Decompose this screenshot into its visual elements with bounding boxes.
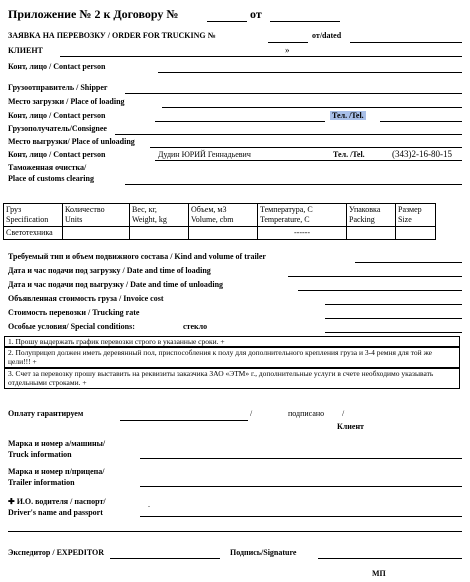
cell-volume[interactable]: [189, 227, 258, 240]
header-ru-temperature: Температура, С: [260, 205, 313, 214]
order-title: ЗАЯВКА НА ПЕРЕВОЗКУ / ORDER FOR TRUCKING №: [8, 31, 216, 40]
note-2: 2. Полуприцеп должен иметь деревянный пол, приспособления к полу для дополнительного крепления груза и 3-4 ремня для той же цели!!! +: [4, 347, 460, 368]
contact-name-value: Дудин ЮРИЙ Геннадьевич: [158, 150, 251, 159]
special-conditions-label: Особые условия/ Special conditions:: [8, 322, 135, 331]
loading-place-label: Место загрузки / Place of loading: [8, 97, 125, 106]
truck-label-ru: Марка и номер а/машины/: [8, 439, 106, 448]
header-en-cargo: Specification: [6, 215, 49, 224]
contact-person-label-3: Конт, лицо / Contact person: [8, 150, 106, 159]
contact-person-label-2: Конт, лицо / Contact person: [8, 111, 106, 120]
order-number-line[interactable]: [268, 42, 308, 43]
header-en-weight: Weight, kg: [132, 215, 167, 224]
header-cell-cargo: [4, 204, 63, 227]
driver-label-ru: ✚ И.О. водителя / паспорт/: [8, 497, 106, 506]
header-ru-size: Размер: [398, 205, 422, 214]
driver-line[interactable]: [140, 516, 462, 517]
header-cell-weight: [130, 204, 189, 227]
payment-guarantee-label: Оплату гарантируем: [8, 409, 84, 418]
cell-size[interactable]: [396, 227, 436, 240]
consignee-label: Грузополучатель/Consignee: [8, 124, 107, 133]
header-ru-packing: Упаковка: [349, 205, 381, 214]
cell-units[interactable]: [63, 227, 130, 240]
driver-label-en: Driver's name and passport: [8, 508, 103, 517]
unloading-place-line[interactable]: [150, 147, 462, 148]
quote-mark: »: [285, 45, 290, 55]
payment-slash-2: /: [342, 409, 345, 418]
unloading-date-label: Дата и час подачи под выгрузку / Date and time of unloading: [8, 280, 224, 289]
contract-number-line[interactable]: [207, 21, 247, 22]
order-dated-label: от/dated: [312, 31, 342, 40]
unloading-place-label: Место выгрузки/ Place of unloading: [8, 137, 135, 146]
tel-line-1[interactable]: [380, 121, 462, 122]
truck-line[interactable]: [140, 458, 462, 459]
client-line[interactable]: [60, 56, 462, 57]
contract-date-line[interactable]: [270, 21, 340, 22]
loading-place-line[interactable]: [162, 107, 462, 108]
trailer-line[interactable]: [140, 486, 462, 487]
document-title: Приложение № 2 к Договору №: [8, 7, 179, 21]
invoice-cost-label: Объявленная стоимость груза / Invoice cost: [8, 294, 164, 303]
contact-person-line-3[interactable]: [155, 160, 462, 161]
payment-signed-label: подписано: [288, 409, 325, 418]
cell-weight[interactable]: [130, 227, 189, 240]
header-cell-temperature: [258, 204, 347, 227]
header-ru-cargo: Груз: [6, 205, 22, 214]
contact-person-line-1[interactable]: [158, 72, 462, 73]
contact-person-label-1: Конт, лицо / Contact person: [8, 62, 106, 71]
loading-date-line[interactable]: [288, 276, 462, 277]
shipper-line[interactable]: [125, 93, 462, 94]
signature-label: Подпись/Signature: [230, 548, 297, 557]
header-en-units: Units: [65, 215, 83, 224]
tel-label-1: [330, 111, 366, 120]
contract-from-label: от: [250, 7, 262, 21]
vehicle-type-label: Требуемый тип и объем подвижного состава / Kind and volume of trailer: [8, 252, 266, 261]
payment-slash-1: /: [250, 409, 253, 418]
signature-line[interactable]: [318, 558, 462, 559]
note-3: 3. Счет за перевозку прошу выставить на реквизиты заказчика ЗАО «ЭТМ» г., дополнительные услуги в счете необходимо указывать отдельными строками. +: [4, 368, 460, 389]
contact-person-line-2[interactable]: [155, 121, 325, 122]
cell-temperature[interactable]: ------: [258, 227, 347, 240]
customs-label-2: Place of customs clearing: [8, 174, 94, 183]
header-ru-volume: Объем, м3: [191, 205, 227, 214]
driver-mark: .: [148, 500, 150, 509]
payment-line[interactable]: [120, 420, 248, 421]
header-en-volume: Volume, cbm: [191, 215, 234, 224]
client-label: КЛИЕНТ: [8, 46, 43, 55]
trailer-label-en: Trailer information: [8, 478, 75, 487]
note-1: 1. Прошу выдержать график перевозки строго в указанные сроки. +: [4, 336, 460, 347]
expeditor-label: Экспедитор / EXPEDITOR: [8, 548, 105, 557]
invoice-cost-line[interactable]: [325, 304, 462, 305]
order-date-line[interactable]: [350, 42, 462, 43]
cell-packing[interactable]: [347, 227, 396, 240]
special-conditions-line[interactable]: [325, 332, 462, 333]
goods-table-row: [4, 227, 436, 240]
tel-label-2: Тел. /Tel.: [333, 150, 365, 159]
header-cell-packing: [347, 204, 396, 227]
header-en-temperature: Temperature, C: [260, 215, 310, 224]
trucking-rate-line[interactable]: [325, 318, 462, 319]
loading-date-label: Дата и час подачи под загрузку / Date and time of loading: [8, 266, 211, 275]
header-ru-units: Количество: [65, 205, 105, 214]
header-en-size: Size: [398, 215, 412, 224]
payment-client-label: Клиент: [337, 422, 364, 431]
goods-table-header-row: [4, 204, 436, 227]
consignee-line[interactable]: [115, 134, 462, 135]
header-cell-units: [63, 204, 130, 227]
trucking-rate-label: Стоимость перевозки / Trucking rate: [8, 308, 140, 317]
goods-table: [3, 203, 436, 240]
stamp-label: МП: [372, 569, 386, 578]
header-cell-size: [396, 204, 436, 227]
header-cell-volume: [189, 204, 258, 227]
truck-label-en: Truck information: [8, 450, 72, 459]
expeditor-line[interactable]: [110, 558, 220, 559]
cell-cargo[interactable]: Светотехника: [4, 227, 63, 240]
shipper-label: Грузоотправитель / Shipper: [8, 83, 108, 92]
header-ru-weight: Вес, кг,: [132, 205, 157, 214]
customs-line[interactable]: [125, 184, 462, 185]
driver-line-2[interactable]: [8, 531, 462, 532]
tel-value: (343)2-16-80-15: [392, 149, 452, 159]
header-en-packing: Packing: [349, 215, 375, 224]
trailer-label-ru: Марка и номер п/прицепа/: [8, 467, 105, 476]
vehicle-type-line[interactable]: [355, 262, 462, 263]
special-conditions-value: стекло: [183, 322, 208, 331]
customs-label-1: Таможенная очистка/: [8, 163, 87, 172]
unloading-date-line[interactable]: [298, 290, 462, 291]
tel-label-1-text: Тел. /Tel.: [332, 111, 364, 120]
